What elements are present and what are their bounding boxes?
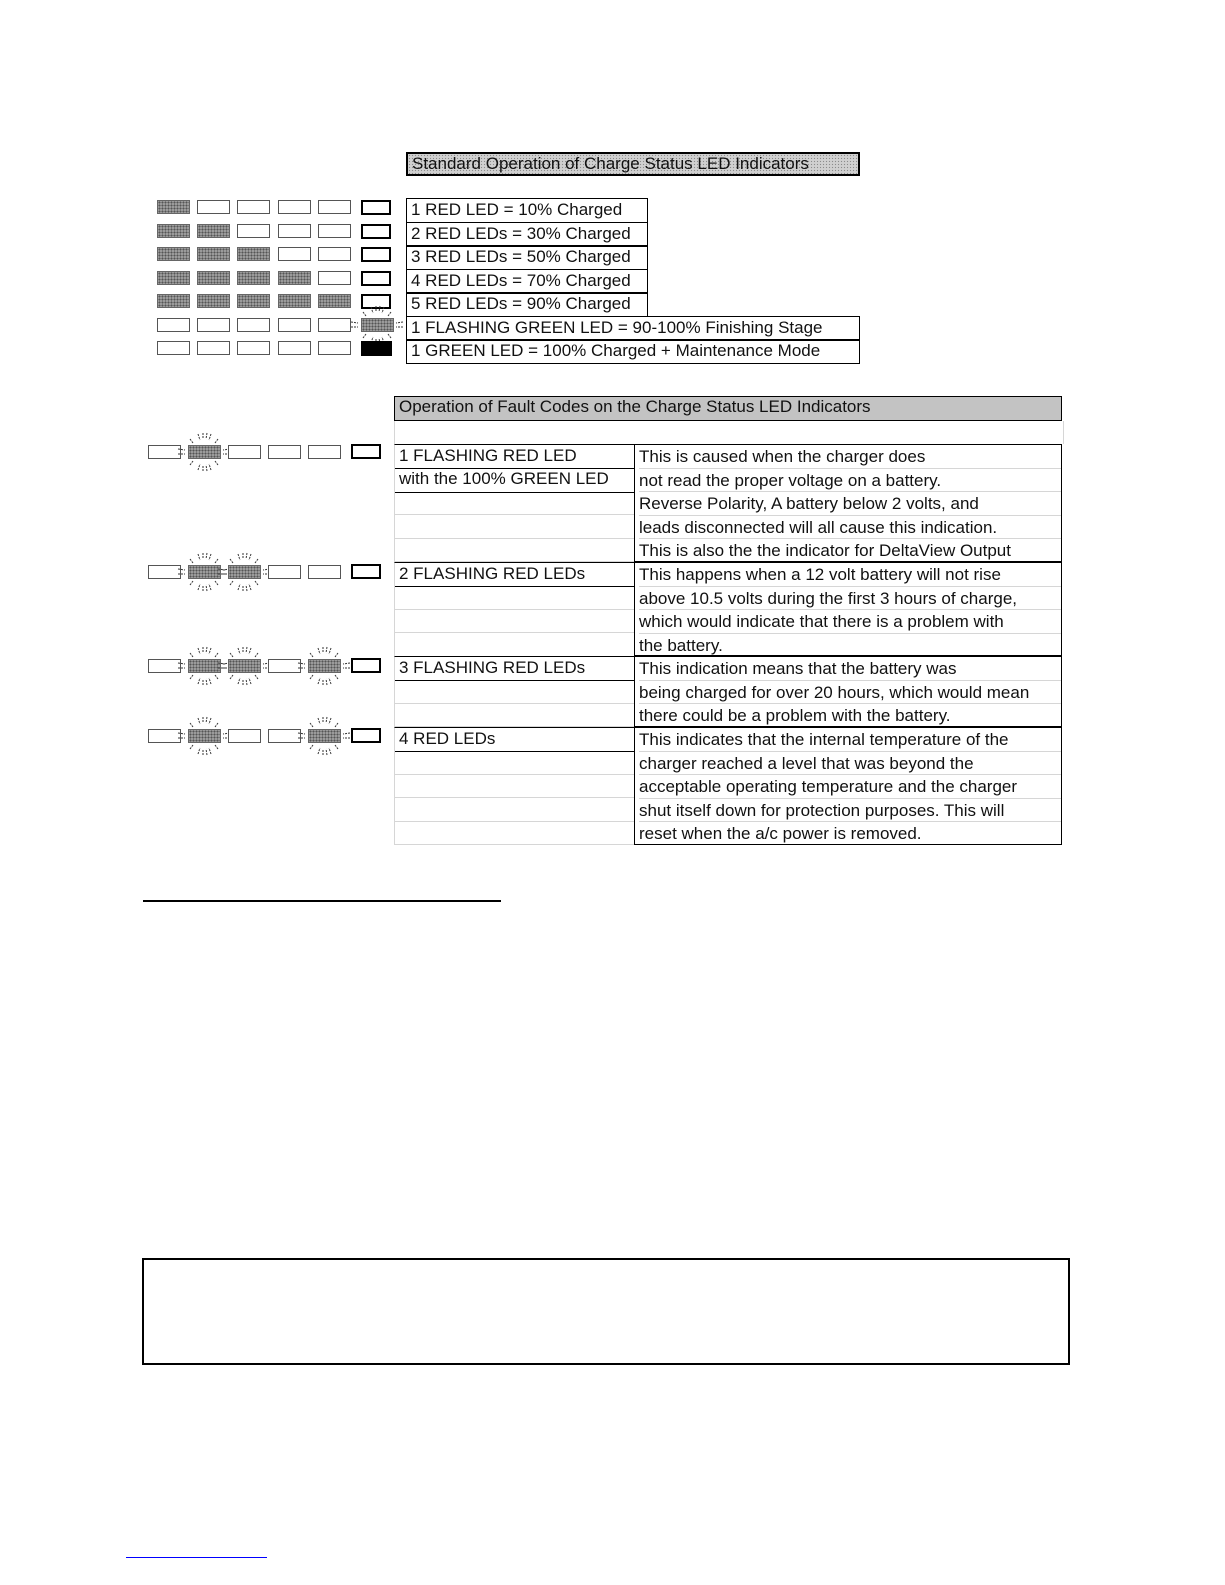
fault-description-line: This indication means that the battery was — [639, 657, 1061, 681]
unlit-led-4 — [278, 200, 311, 214]
solid-green-led-6 — [361, 341, 392, 356]
lit-led-2 — [197, 247, 230, 261]
lit-led-1 — [157, 294, 190, 308]
fault-description-line: reset when the a/c power is removed. — [639, 824, 922, 843]
lit-led-1 — [157, 271, 190, 285]
unlit-led-3 — [228, 445, 261, 459]
fault-description-line: which would indicate that there is a problem with — [639, 610, 1061, 634]
fault-description-line: This indicates that the internal temperature of the — [639, 728, 1061, 752]
flashing-led-2 — [188, 445, 221, 459]
standard-status-row: 1 GREEN LED = 100% Charged + Maintenance Mode — [406, 339, 860, 364]
standard-status-row: 2 RED LEDs = 30% Charged — [406, 222, 648, 247]
fault-description-line: This is caused when the charger does — [639, 445, 1061, 469]
fault-description — [634, 727, 1062, 845]
green-led-6 — [361, 224, 391, 239]
unlit-led-3 — [237, 224, 270, 238]
unlit-led-5 — [308, 565, 341, 579]
lit-led-4 — [278, 271, 311, 285]
unlit-led-3 — [237, 200, 270, 214]
flashing-led-5 — [308, 659, 341, 673]
unlit-led-2 — [197, 318, 230, 332]
fault-description-line: not read the proper voltage on a battery. — [639, 469, 1061, 493]
fault-description-line: shut itself down for protection purposes. This will — [639, 799, 1061, 823]
fault-description-line: charger reached a level that was beyond the — [639, 752, 1061, 776]
fault-description-line: leads disconnected will all cause this indication. — [639, 516, 1061, 540]
unlit-led-1 — [157, 341, 190, 355]
lit-led-3 — [237, 247, 270, 261]
unlit-led-4 — [268, 565, 301, 579]
fault-code-empty — [394, 515, 634, 539]
flashing-led-3 — [228, 659, 261, 673]
green-led-6 — [361, 247, 391, 262]
standard-section-title: Standard Operation of Charge Status LED Indicators — [406, 152, 860, 176]
section-heading-underline — [143, 900, 501, 902]
fault-code-label: with the 100% GREEN LED — [394, 468, 634, 493]
lit-led-2 — [197, 271, 230, 285]
unlit-led-5 — [318, 200, 351, 214]
unlit-led-5 — [318, 247, 351, 261]
unlit-led-4 — [278, 247, 311, 261]
lit-led-2 — [197, 224, 230, 238]
fault-description-line: being charged for over 20 hours, which would mean — [639, 681, 1061, 705]
fault-code-label: 1 FLASHING RED LED — [394, 444, 634, 469]
green-led-6 — [351, 444, 381, 459]
fault-code-empty — [394, 751, 634, 775]
unlit-led-2 — [197, 200, 230, 214]
lit-led-1 — [157, 224, 190, 238]
fault-description-line: This happens when a 12 volt battery will not rise — [639, 563, 1061, 587]
standard-status-row: 1 FLASHING GREEN LED = 90-100% Finishing Stage — [406, 316, 860, 341]
notice-box — [142, 1258, 1070, 1365]
fault-code-empty — [394, 798, 634, 822]
unlit-led-4 — [268, 445, 301, 459]
lit-led-4 — [278, 294, 311, 308]
unlit-led-5 — [308, 445, 341, 459]
fault-code-empty — [394, 609, 634, 633]
lit-led-3 — [237, 271, 270, 285]
unlit-led-5 — [318, 271, 351, 285]
fault-code-label: 4 RED LEDs — [394, 727, 634, 752]
fault-description — [634, 562, 1062, 656]
unlit-led-3 — [237, 341, 270, 355]
fault-code-empty — [394, 774, 634, 798]
lit-led-1 — [157, 247, 190, 261]
fault-code-empty — [394, 680, 634, 704]
unlit-led-4 — [278, 318, 311, 332]
unlit-led-5 — [318, 341, 351, 355]
lit-led-1 — [157, 200, 190, 214]
fault-description-line: the battery. — [639, 635, 723, 655]
unlit-led-3 — [237, 318, 270, 332]
fault-code-empty — [394, 586, 634, 610]
flashing-led-2 — [188, 729, 221, 743]
unlit-led-4 — [278, 341, 311, 355]
unlit-led-3 — [228, 729, 261, 743]
fault-code-empty — [394, 703, 634, 727]
fault-description-line: This is also the the indicator for DeltaView Output — [639, 541, 1011, 560]
lit-led-3 — [237, 294, 270, 308]
standard-status-row: 1 RED LED = 10% Charged — [406, 198, 648, 223]
standard-status-row: 3 RED LEDs = 50% Charged — [406, 245, 648, 270]
green-led-6 — [351, 728, 381, 743]
fault-description-line: Reverse Polarity, A battery below 2 volts, and — [639, 492, 1061, 516]
fault-code-label: 3 FLASHING RED LEDs — [394, 656, 634, 681]
unlit-led-5 — [318, 224, 351, 238]
fault-code-empty — [394, 491, 634, 515]
fault-description-line: above 10.5 volts during the first 3 hours of charge, — [639, 587, 1061, 611]
fault-code-empty — [394, 633, 634, 657]
fault-code-empty — [394, 821, 634, 845]
standard-status-row: 5 RED LEDs = 90% Charged — [406, 292, 648, 317]
fault-section-title: Operation of Fault Codes on the Charge Status LED Indicators — [394, 396, 1062, 421]
standard-status-row: 4 RED LEDs = 70% Charged — [406, 269, 648, 294]
fault-code-label: 2 FLASHING RED LEDs — [394, 562, 634, 587]
flashing-led-5 — [308, 729, 341, 743]
fault-table-spacer-row — [394, 421, 1064, 444]
unlit-led-2 — [197, 341, 230, 355]
flashing-led-3 — [228, 565, 261, 579]
lit-led-2 — [197, 294, 230, 308]
fault-code-empty — [394, 538, 634, 562]
green-led-6 — [361, 271, 391, 286]
unlit-led-1 — [157, 318, 190, 332]
fault-description — [634, 444, 1062, 562]
footnote-separator — [126, 1557, 267, 1558]
green-led-6 — [361, 200, 391, 215]
fault-description-line: acceptable operating temperature and the charger — [639, 775, 1061, 799]
fault-description-line: there could be a problem with the battery. — [639, 706, 951, 725]
flashing-led-6 — [361, 318, 394, 332]
green-led-6 — [351, 564, 381, 579]
fault-description — [634, 656, 1062, 727]
unlit-led-4 — [278, 224, 311, 238]
green-led-6 — [351, 658, 381, 673]
